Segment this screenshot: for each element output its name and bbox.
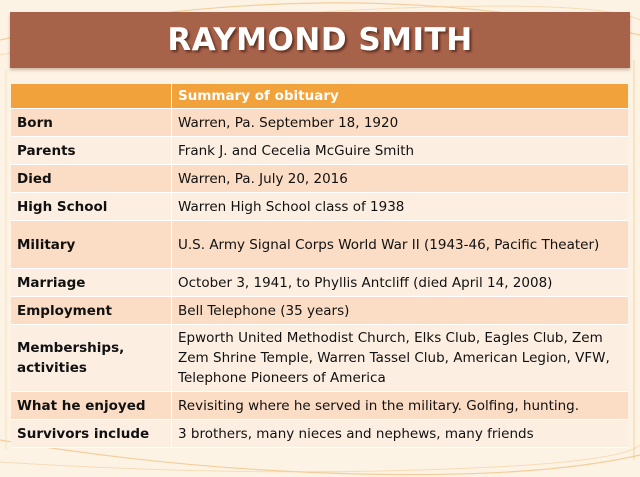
table-header-row — [11, 84, 628, 109]
row-value: Warren, Pa. September 18, 1920 — [172, 109, 629, 137]
table-row — [11, 221, 628, 269]
page-title: RAYMOND SMITH — [167, 22, 473, 58]
table-row — [11, 137, 628, 165]
row-value: Warren High School class of 1938 — [172, 193, 629, 221]
row-label: Born — [11, 109, 172, 137]
header-label-cell — [11, 84, 172, 109]
row-value: Frank J. and Cecelia McGuire Smith — [172, 137, 629, 165]
table-row — [11, 269, 628, 297]
row-value: Epworth United Methodist Church, Elks Club, Eagles Club, Zem Zem Shrine Temple, Warren Tassel Club, American Legion, VFW, Telephone Pioneers of America — [172, 325, 629, 392]
table-row — [11, 193, 628, 221]
table-row — [11, 420, 628, 448]
table-row — [11, 392, 628, 420]
row-label: Military — [11, 221, 172, 269]
row-value: 3 brothers, many nieces and nephews, many friends — [172, 420, 629, 448]
row-label: High School — [11, 193, 172, 221]
row-label: Marriage — [11, 269, 172, 297]
obituary-table-container — [11, 84, 628, 448]
row-label: Died — [11, 165, 172, 193]
row-label: Memberships, activities — [11, 325, 172, 392]
row-value: Warren, Pa. July 20, 2016 — [172, 165, 629, 193]
row-value: October 3, 1941, to Phyllis Antcliff (died April 14, 2008) — [172, 269, 629, 297]
header-value-cell: Summary of obituary — [172, 84, 629, 109]
table-row — [11, 297, 628, 325]
row-label: Employment — [11, 297, 172, 325]
title-bar — [10, 12, 630, 68]
row-label: Parents — [11, 137, 172, 165]
table-row — [11, 325, 628, 392]
table-row — [11, 109, 628, 137]
obituary-table — [11, 84, 628, 448]
row-value: Bell Telephone (35 years) — [172, 297, 629, 325]
table-row — [11, 165, 628, 193]
row-value: Revisiting where he served in the military. Golfing, hunting. — [172, 392, 629, 420]
row-label: What he enjoyed — [11, 392, 172, 420]
row-value: U.S. Army Signal Corps World War II (1943-46, Pacific Theater) — [172, 221, 629, 269]
row-label: Survivors include — [11, 420, 172, 448]
